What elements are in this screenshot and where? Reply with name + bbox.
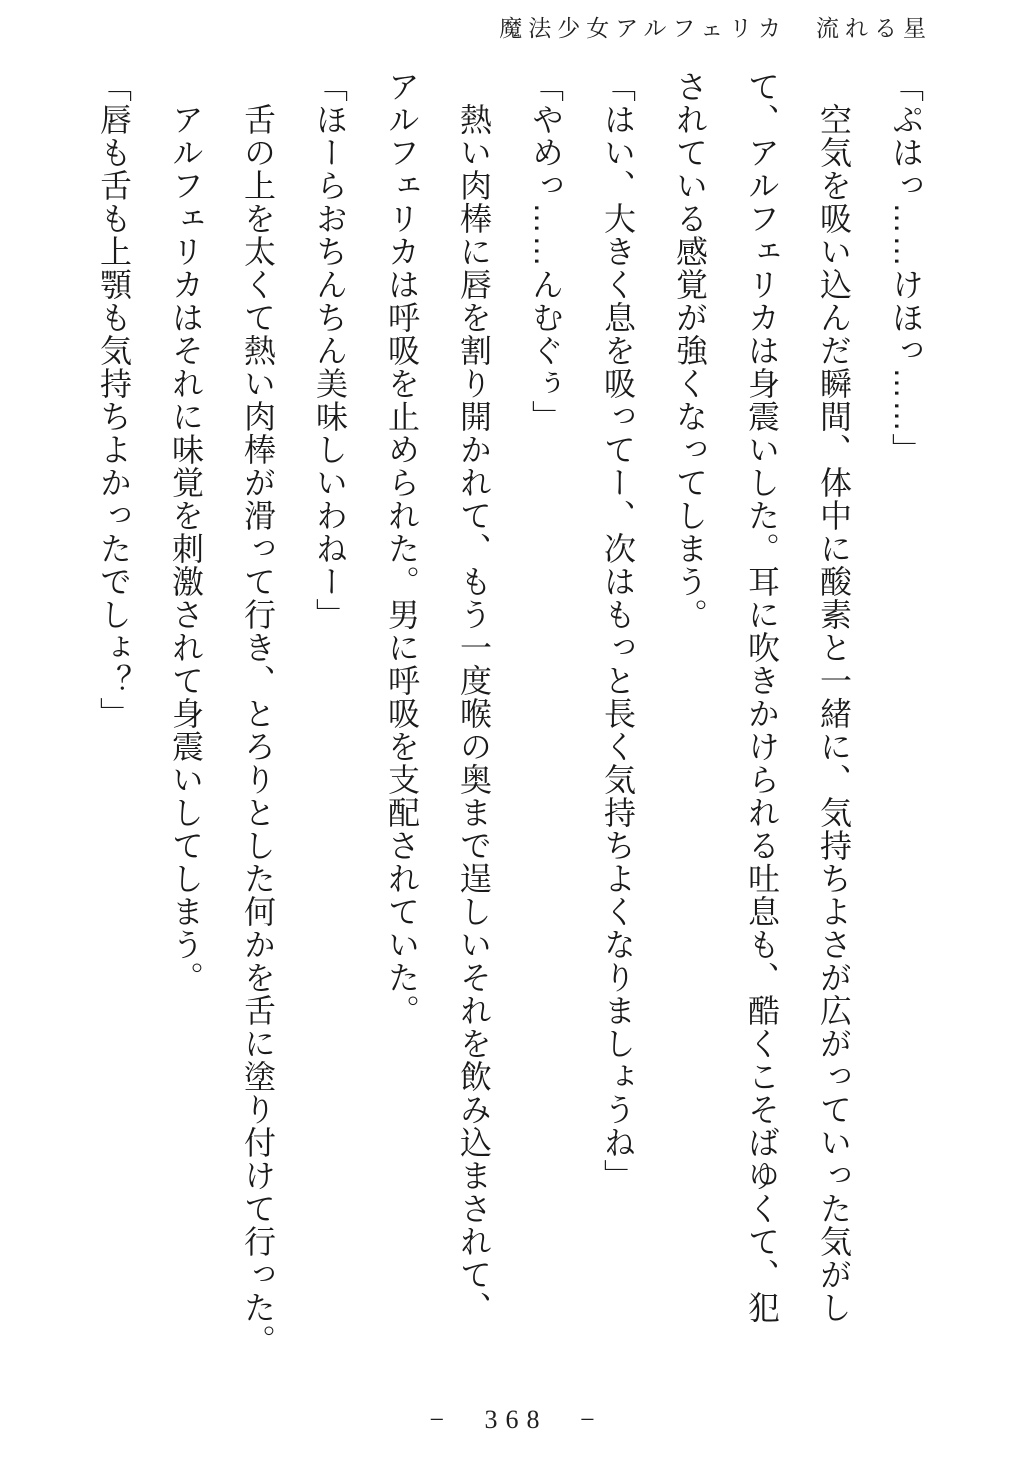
text-line: 「ぷはっ……けほっ……」 (888, 70, 924, 466)
text-line: 「はい、大きく息を吸ってー、次はもっと長く気持ちよくなりましょうね」 (600, 70, 636, 1192)
text-line: アルフェリカはそれに味覚を刺激されて身震いしてしまう。 (168, 70, 204, 994)
running-header-title: 魔法少女アルフェリカ 流れる星 (499, 16, 932, 41)
page-number: − 368 − (429, 1405, 603, 1434)
body-text-columns (78, 70, 942, 1400)
text-line: 空気を吸い込んだ瞬間、体中に酸素と一緒に、気持ちよさが広がっていった気がし (816, 70, 852, 1324)
text-line: 「やめっ……んむぐぅ」 (528, 70, 564, 433)
text-line: 「ほーらおちんちん美味しいわねー」 (312, 70, 348, 631)
text-line: 熱い肉棒に唇を割り開かれて、もう一度喉の奥まで逞しいそれを飲み込まされて、 (456, 70, 492, 1324)
text-line: アルフェリカは呼吸を止められた。男に呼吸を支配されていた。 (384, 70, 420, 1027)
text-line: て、アルフェリカは身震いした。耳に吹きかけられる吐息も、酷くこそばゆくて、犯 (744, 70, 780, 1324)
text-line: されている感覚が強くなってしまう。 (672, 70, 708, 631)
text-line: 舌の上を太くて熱い肉棒が滑って行き、とろりとした何かを舌に塗り付けて行った。 (240, 70, 276, 1357)
text-line: 「唇も舌も上顎も気持ちよかったでしょ？」 (96, 70, 132, 730)
